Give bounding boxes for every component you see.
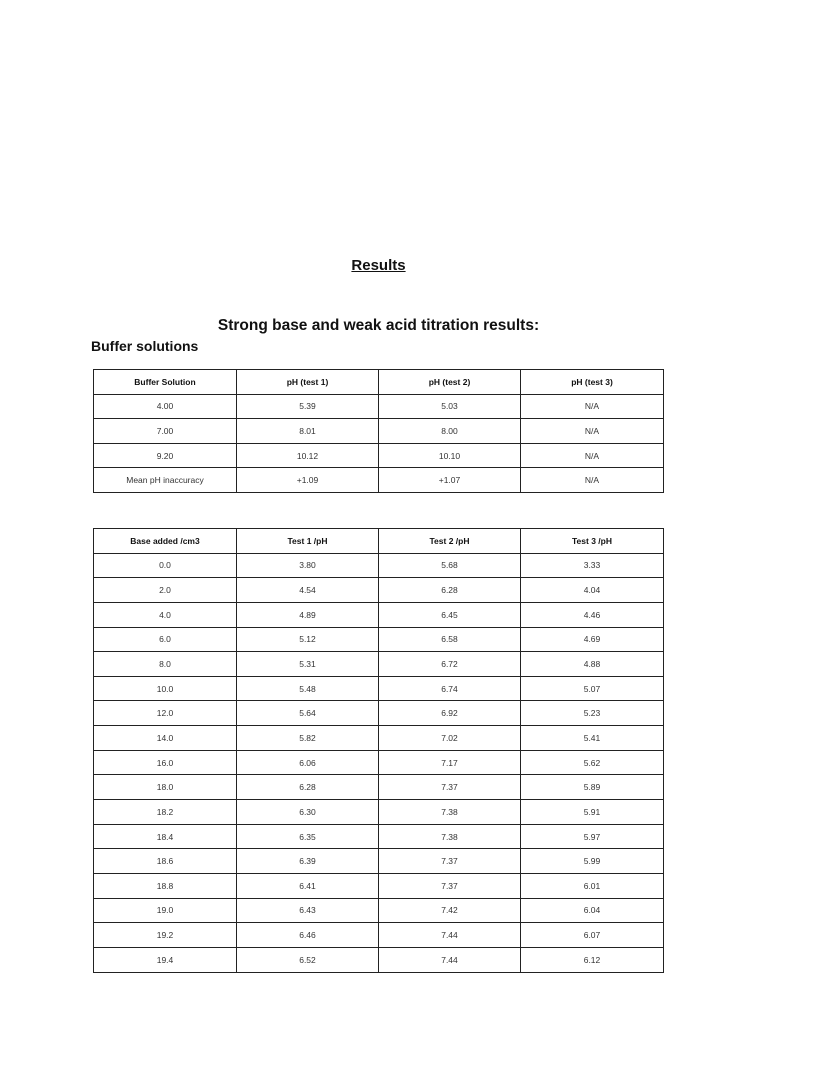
page-heading: Results (351, 257, 406, 274)
table-row (94, 676, 664, 701)
table-cell: 19.2 (94, 923, 237, 948)
table-row (94, 553, 664, 578)
table-cell: 5.64 (237, 701, 379, 726)
table-cell: N/A (521, 443, 664, 468)
table-cell: 6.52 (237, 947, 379, 972)
table-cell: 10.10 (379, 443, 521, 468)
table-row (94, 701, 664, 726)
table-cell: 6.30 (237, 800, 379, 825)
table-row (94, 923, 664, 948)
table-cell: 8.00 (379, 419, 521, 444)
table-cell: 7.44 (379, 947, 521, 972)
table-cell: 5.62 (521, 750, 664, 775)
table-cell: N/A (521, 394, 664, 419)
table-cell: 7.37 (379, 849, 521, 874)
table-cell: 7.38 (379, 824, 521, 849)
table-cell: 3.33 (521, 553, 664, 578)
buffer-solutions-table (93, 369, 664, 493)
table-cell: 6.72 (379, 652, 521, 677)
table-cell: 6.41 (237, 873, 379, 898)
table-cell: 4.0 (94, 602, 237, 627)
table-cell: 6.58 (379, 627, 521, 652)
table-row (94, 947, 664, 972)
table-row (94, 873, 664, 898)
table-cell: 16.0 (94, 750, 237, 775)
column-header: Test 1 /pH (237, 529, 379, 554)
table-cell: 4.88 (521, 652, 664, 677)
table-header-row (94, 370, 664, 395)
table-cell: 4.04 (521, 578, 664, 603)
table-cell: 10.0 (94, 676, 237, 701)
table-cell: 18.0 (94, 775, 237, 800)
column-header: Base added /cm3 (94, 529, 237, 554)
table-cell: 6.07 (521, 923, 664, 948)
table-cell: 7.00 (94, 419, 237, 444)
table-cell: 5.03 (379, 394, 521, 419)
table-cell: 5.23 (521, 701, 664, 726)
table-header-row (94, 529, 664, 554)
table-cell: 7.37 (379, 775, 521, 800)
table-row (94, 824, 664, 849)
section-title: Strong base and weak acid titration results: (217, 317, 540, 334)
table-cell: 5.39 (237, 394, 379, 419)
table-row (94, 800, 664, 825)
table-cell: N/A (521, 468, 664, 493)
table-cell: 6.39 (237, 849, 379, 874)
table-cell: 4.54 (237, 578, 379, 603)
table-cell: 5.89 (521, 775, 664, 800)
table-cell: 12.0 (94, 701, 237, 726)
table-cell: 6.04 (521, 898, 664, 923)
table-row (94, 849, 664, 874)
table-cell: 19.4 (94, 947, 237, 972)
table-row (94, 775, 664, 800)
titration-results-table (93, 528, 664, 973)
table-row (94, 652, 664, 677)
table-cell: 14.0 (94, 726, 237, 751)
table-cell: Mean pH inaccuracy (94, 468, 237, 493)
table-cell: 5.68 (379, 553, 521, 578)
table-row (94, 726, 664, 751)
table-row (94, 443, 664, 468)
table-cell: 6.74 (379, 676, 521, 701)
column-header: pH (test 3) (521, 370, 664, 395)
table-cell: 7.37 (379, 873, 521, 898)
table-cell: 6.46 (237, 923, 379, 948)
buffer-solutions-heading: Buffer solutions (91, 338, 199, 354)
table-cell: 7.38 (379, 800, 521, 825)
column-header: pH (test 2) (379, 370, 521, 395)
table-row (94, 898, 664, 923)
table-cell: 19.0 (94, 898, 237, 923)
table-cell: 6.43 (237, 898, 379, 923)
table-cell: 5.31 (237, 652, 379, 677)
table-cell: 6.35 (237, 824, 379, 849)
table-cell: 5.12 (237, 627, 379, 652)
table-cell: 5.41 (521, 726, 664, 751)
table-row (94, 627, 664, 652)
table-cell: 18.6 (94, 849, 237, 874)
table-cell: N/A (521, 419, 664, 444)
table-cell: 6.45 (379, 602, 521, 627)
table-cell: 18.4 (94, 824, 237, 849)
table-cell: +1.07 (379, 468, 521, 493)
table-cell: 4.69 (521, 627, 664, 652)
table-cell: 3.80 (237, 553, 379, 578)
table-cell: 4.46 (521, 602, 664, 627)
table-cell: 4.00 (94, 394, 237, 419)
table-cell: 4.89 (237, 602, 379, 627)
table-cell: 6.0 (94, 627, 237, 652)
table-cell: 5.91 (521, 800, 664, 825)
table-row (94, 394, 664, 419)
table-cell: 8.0 (94, 652, 237, 677)
table-cell: 6.28 (237, 775, 379, 800)
table-row (94, 419, 664, 444)
table-cell: 6.28 (379, 578, 521, 603)
table-row (94, 468, 664, 493)
table-cell: 18.8 (94, 873, 237, 898)
table-cell: 5.48 (237, 676, 379, 701)
table-cell: 6.06 (237, 750, 379, 775)
table-row (94, 750, 664, 775)
table-cell: 2.0 (94, 578, 237, 603)
table-cell: 6.92 (379, 701, 521, 726)
table-cell: 5.97 (521, 824, 664, 849)
table-cell: 0.0 (94, 553, 237, 578)
column-header: Test 2 /pH (379, 529, 521, 554)
table-row (94, 602, 664, 627)
table-cell: 10.12 (237, 443, 379, 468)
column-header: Buffer Solution (94, 370, 237, 395)
table-cell: 7.17 (379, 750, 521, 775)
table-cell: 7.44 (379, 923, 521, 948)
column-header: pH (test 1) (237, 370, 379, 395)
table-cell: 8.01 (237, 419, 379, 444)
table-cell: 5.07 (521, 676, 664, 701)
table-cell: 5.82 (237, 726, 379, 751)
table-cell: 6.12 (521, 947, 664, 972)
table-cell: +1.09 (237, 468, 379, 493)
table-cell: 7.02 (379, 726, 521, 751)
table-cell: 9.20 (94, 443, 237, 468)
table-cell: 5.99 (521, 849, 664, 874)
table-cell: 18.2 (94, 800, 237, 825)
table-row (94, 578, 664, 603)
column-header: Test 3 /pH (521, 529, 664, 554)
table-cell: 7.42 (379, 898, 521, 923)
table-cell: 6.01 (521, 873, 664, 898)
